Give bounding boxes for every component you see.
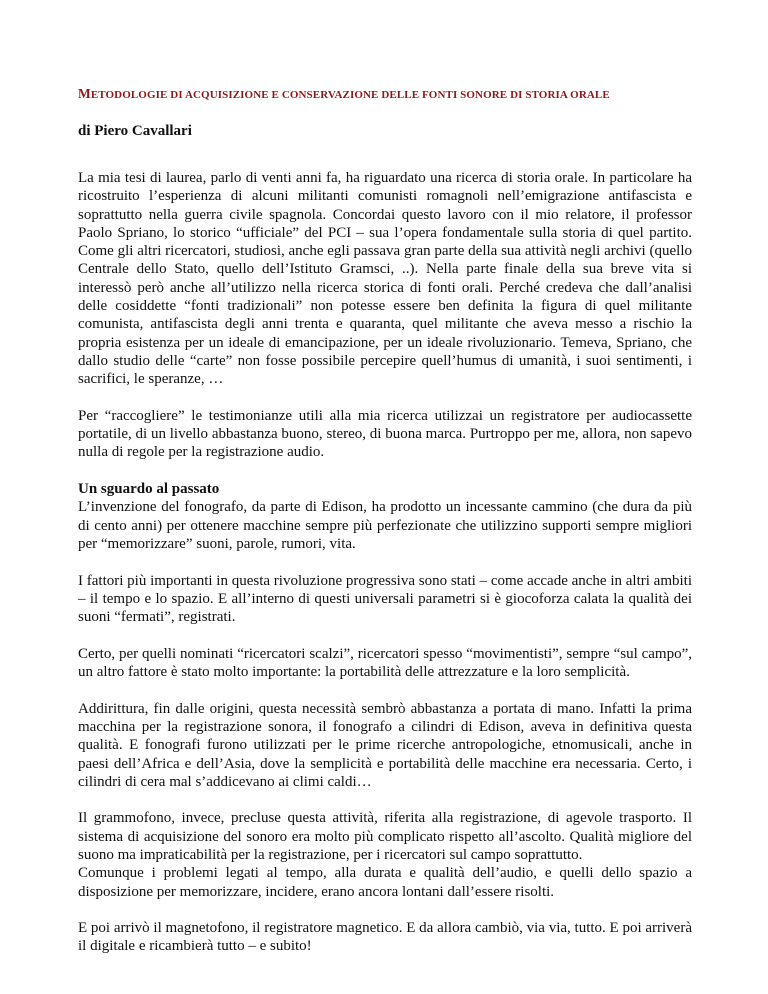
document-body — [78, 169, 692, 974]
paragraph: I fattori più importanti in questa rivoluzione progressiva sono stati – come accade anche in altri ambiti – il tempo e lo spazio. E all’interno di questi universali parametri si è giocoforza calata la qualità dei suoni “fermati”, registrati. — [78, 572, 692, 626]
document-title — [78, 86, 718, 102]
paragraph: Addirittura, fin dalle origini, questa necessità sembrò abbastanza a portata di mano. Infatti la prima macchina per la registrazione sonora, il fonografo a cilindri di Edison, aveva in definitiva questa qualità. E fonografi furono utilizzati per le prime ricerche antropologiche, etnomusicali, anche in paesi dell’Africa e dell’Asia, dove la semplicità e portabilità delle macchine era necessaria. Certo, i cilindri di cera mal s’addicevano ai climi caldi… — [78, 700, 692, 790]
paragraph: Il grammofono, invece, precluse questa attività, riferita alla registrazione, di agevole trasporto. Il sistema di acquisizione del sonoro era molto più complicato rispetto all’ascolto. Qualità migliore del suono ma impraticabilità per la registrazione, per i ricercatori sul campo soprattutto. — [78, 810, 692, 863]
paragraph: Comunque i problemi legati al tempo, alla durata e qualità dell’audio, e quelli dello spazio a disposizione per memorizzare, incidere, erano ancora lontani dall’essere risolti. — [78, 865, 692, 900]
paragraph: Per “raccogliere” le testimonianze utili alla mia ricerca utilizzai un registratore per audiocassette portatile, di un livello abbastanza buono, stereo, di buona marca. Purtroppo per me, allora, non sapevo nulla di regole per la registrazione audio. — [78, 407, 692, 461]
title-text: ETODOLOGIE DI ACQUISIZIONE E CONSERVAZIONE DELLE FONTI SONORE DI STORIA ORALE — [90, 89, 610, 101]
paragraph: Certo, per quelli nominati “ricercatori scalzi”, ricercatori spesso “movimentisti”, sempre “sul campo”, un altro fattore è stato molto importante: la portabilità delle attrezzature e la loro semplicità. — [78, 645, 692, 681]
section — [78, 480, 692, 553]
paragraph: E poi arrivò il magnetofono, il registratore magnetico. E da allora cambiò, via via, tutto. E poi arriverà il digitale e ricambierà tutto – e subito! — [78, 920, 692, 955]
author-byline: di Piero Cavallari — [78, 123, 192, 139]
section-heading: Un sguardo al passato — [78, 481, 220, 498]
paragraph: La mia tesi di laurea, parlo di venti anni fa, ha riguardato una ricerca di storia orale. In particolare ha ricostruito l’esperienza di alcuni militanti comunisti romagnoli nell’emigrazione antifascista e soprattutto nella guerra civile spagnola. Concordai questo lavoro con il mio relatore, il professor Paolo Spriano, lo storico “ufficiale” del PCI – sua l’opera fondamentale sulla storia di quel partito. Come gli altri ricercatori, studiosi, anche egli passava gran parte della sua attività negli archivi (quello Centrale dello Stato, quello dell’Istituto Gramsci, ..). Nella parte finale della sua breve vita si interessò però anche all’utilizzo nella ricerca storica di fonti orali. Perché credeva che dall’analisi delle cosiddette “fonti tradizionali” non potesse essere ben definita la figura di quel militante comunista, antifascista degli anni trenta e quaranta, quel militante che aveva messo a rischio la propria esistenza per un ideale di emancipazione, per un ideale rivoluzionario. Temeva, Spriano, che dallo studio delle “carte” non fosse possibile percepire quell’humus di umanità, i suoi sentimenti, i sacrifici, le speranze, … — [78, 170, 692, 388]
paragraph-spacer — [78, 553, 692, 571]
paragraph: L’invenzione del fonografo, da parte di Edison, ha prodotto un incessante cammino (che dura da più di cento anni) per ottenere macchine sempre più perfezionate che utilizzino supporti sempre migliori per “memorizzare” suoni, parole, rumori, vita. — [78, 499, 692, 552]
title-initial: M — [78, 86, 91, 101]
